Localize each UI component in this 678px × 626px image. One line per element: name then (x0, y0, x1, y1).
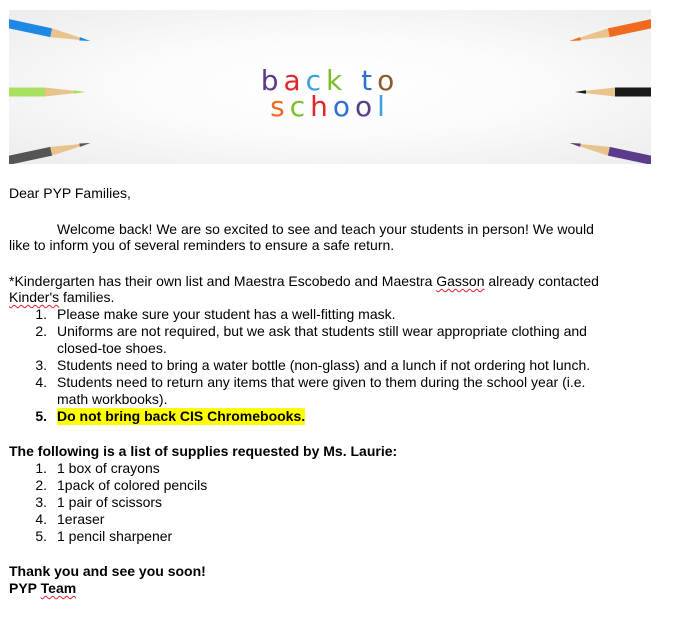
spellcheck-word: Gasson (436, 273, 485, 289)
supply-item: 1 pair of scissors (57, 494, 163, 510)
reminder-item-4-line-2: math workbooks). (57, 391, 168, 407)
reminder-item-2-line-2: closed-toe shoes. (57, 340, 167, 356)
reminder-item-4-line-1: Students need to return any items that were given to them during the school year (i.e. (57, 374, 586, 390)
kindergarten-note-line-2 (9, 289, 114, 306)
list-number: 3. (35, 494, 47, 510)
kindergarten-note-line-1 (9, 273, 599, 290)
intro-paragraph-line-1: Welcome back! We are so excited to see and teach your students in person! We would (57, 221, 594, 237)
reminder-item-3: Students need to bring a water bottle (non-glass) and a lunch if not ordering hot lunch. (57, 357, 591, 373)
list-number: 2. (35, 323, 47, 339)
list-number: 2. (35, 477, 47, 493)
kindergarten-note-text: already contacted (484, 273, 599, 289)
supply-item: 1 box of crayons (57, 460, 160, 476)
pencil (9, 88, 85, 97)
pencil (569, 10, 651, 45)
spellcheck-word: Team (40, 580, 77, 596)
supply-item: 1eraser (57, 511, 105, 527)
pencil (9, 10, 91, 45)
list-number: 5. (35, 528, 47, 544)
reminder-item-2-line-1: Uniforms are not required, but we ask that students still wear appropriate clothing and (57, 323, 587, 339)
spellcheck-word: Kinder's (9, 289, 60, 305)
colored-pencils-image (9, 10, 651, 164)
banner-lettering: school (270, 90, 390, 123)
kindergarten-note-text: *Kindergarten has their own list and Maestra Escobedo and Maestra (9, 273, 437, 289)
back-to-school-banner (9, 10, 651, 164)
pencil (9, 139, 91, 164)
greeting: Dear PYP Families, (9, 185, 131, 201)
kindergarten-note-text: families. (59, 289, 115, 305)
reminder-item-5-highlighted: Do not bring back CIS Chromebooks. (57, 408, 306, 424)
reminder-item-1: Please make sure your student has a well-fitting mask. (57, 306, 396, 322)
closing-line: Thank you and see you soon! (9, 563, 206, 579)
list-number: 1. (35, 460, 47, 476)
list-number: 3. (35, 357, 47, 373)
signature-text: PYP (9, 580, 41, 596)
list-number: 4. (35, 511, 47, 527)
banner-lettering: back to (260, 64, 400, 97)
signature (9, 580, 76, 597)
supply-item: 1 pencil sharpener (57, 528, 173, 544)
list-number: 1. (35, 306, 47, 322)
pencil (575, 88, 651, 97)
pencil (569, 139, 651, 164)
supply-item: 1pack of colored pencils (57, 477, 208, 493)
supplies-heading: The following is a list of supplies requested by Ms. Laurie: (9, 443, 398, 459)
intro-paragraph-line-2: like to inform you of several reminders to ensure a safe return. (9, 237, 395, 253)
list-number: 4. (35, 374, 47, 390)
list-number: 5. (35, 408, 47, 424)
